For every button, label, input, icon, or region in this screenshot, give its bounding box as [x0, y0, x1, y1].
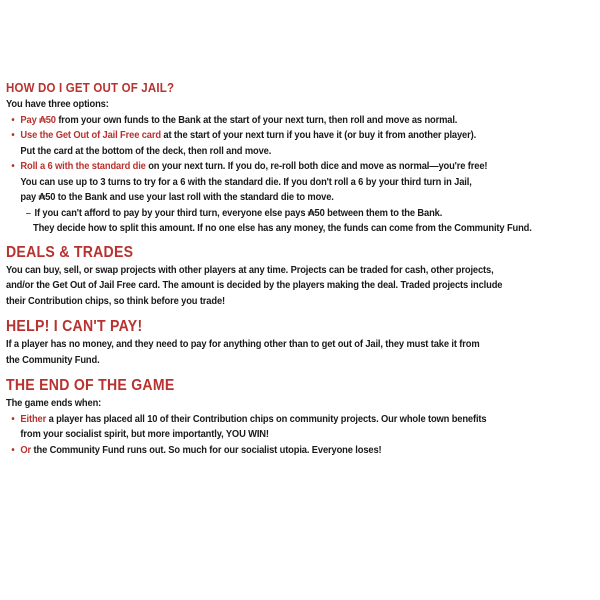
jail-intro: You have three options: — [6, 99, 109, 110]
end-option-either — [6, 412, 523, 428]
deals-line3: their Contribution chips, so think before you trade! — [6, 295, 225, 307]
jail-option-card-highlight: Use the Get Out of Jail Free card — [20, 130, 161, 141]
bullet-icon: • — [11, 130, 15, 141]
end-option-or-text: the Community Fund runs out. So much for our socialist utopia. Everyone loses! — [31, 444, 382, 456]
jail-option-card-text: at the start of your next turn if you have it (or buy it from another player). — [160, 130, 477, 141]
jail-option-pay-highlight: Pay ₳50 — [20, 114, 56, 126]
jail-option-pay — [6, 113, 523, 129]
jail-option-roll-line3: pay ₳50 to the Bank and use your last roll with the standard die to move. — [20, 192, 334, 203]
end-option-or — [6, 443, 523, 459]
deals-line2: and/or the Get Out of Jail Free card. The amount is decided by the players making the deal. Traded projects include — [6, 280, 503, 291]
jail-option-roll-highlight: Roll a 6 with the standard die — [20, 161, 146, 172]
cantpay-heading: HELP! I CAN'T PAY! — [6, 318, 143, 335]
end-heading: THE END OF THE GAME — [6, 377, 175, 394]
jail-option-card-line2: Put the card at the bottom of the deck, then roll and move. — [20, 145, 272, 157]
bullet-icon: • — [11, 413, 15, 425]
jail-option-roll-line2: You can use up to 3 turns to try for a 6 with the standard die. If you don't roll a 6 by your third turn in Jail, — [20, 176, 472, 188]
jail-subnote-line2: They decide how to split this amount. If no one else has any money, the funds can come from the Community Fund. — [33, 223, 532, 234]
dash-icon: – — [25, 207, 31, 219]
jail-subnote — [6, 206, 523, 222]
jail-option-card — [6, 128, 523, 144]
bullet-icon: • — [11, 444, 15, 456]
end-option-either-highlight: Either — [20, 413, 47, 425]
jail-subnote-line1: If you can't afford to pay by your third turn, everyone else pays ₳50 between them to the Bank. — [34, 207, 443, 219]
cantpay-line2: the Community Fund. — [6, 354, 100, 366]
jail-option-roll — [6, 159, 523, 175]
end-option-either-line2: from your socialist spirit, but more importantly, YOU WIN! — [20, 429, 269, 440]
bullet-icon: • — [11, 114, 15, 126]
jail-option-pay-text: from your own funds to the Bank at the start of your next turn, then roll and move as normal. — [55, 114, 458, 126]
end-option-or-highlight: Or — [20, 444, 32, 456]
jail-option-roll-text: on your next turn. If you do, re-roll both dice and move as normal—you're free! — [145, 161, 488, 172]
jail-heading: HOW DO I GET OUT OF JAIL? — [6, 81, 175, 95]
deals-line1: You can buy, sell, or swap projects with other players at any time. Projects can be traded for cash, other projects, — [6, 264, 494, 276]
cantpay-line1: If a player has no money, and they need to pay for anything other than to get out of Jail, they must take it from — [6, 339, 480, 350]
end-option-either-text: a player has placed all 10 of their Contribution chips on community projects. Our whole town benefits — [46, 413, 487, 425]
end-intro: The game ends when: — [6, 398, 102, 409]
deals-heading: DEALS & TRADES — [6, 243, 134, 261]
bullet-icon: • — [11, 161, 15, 172]
